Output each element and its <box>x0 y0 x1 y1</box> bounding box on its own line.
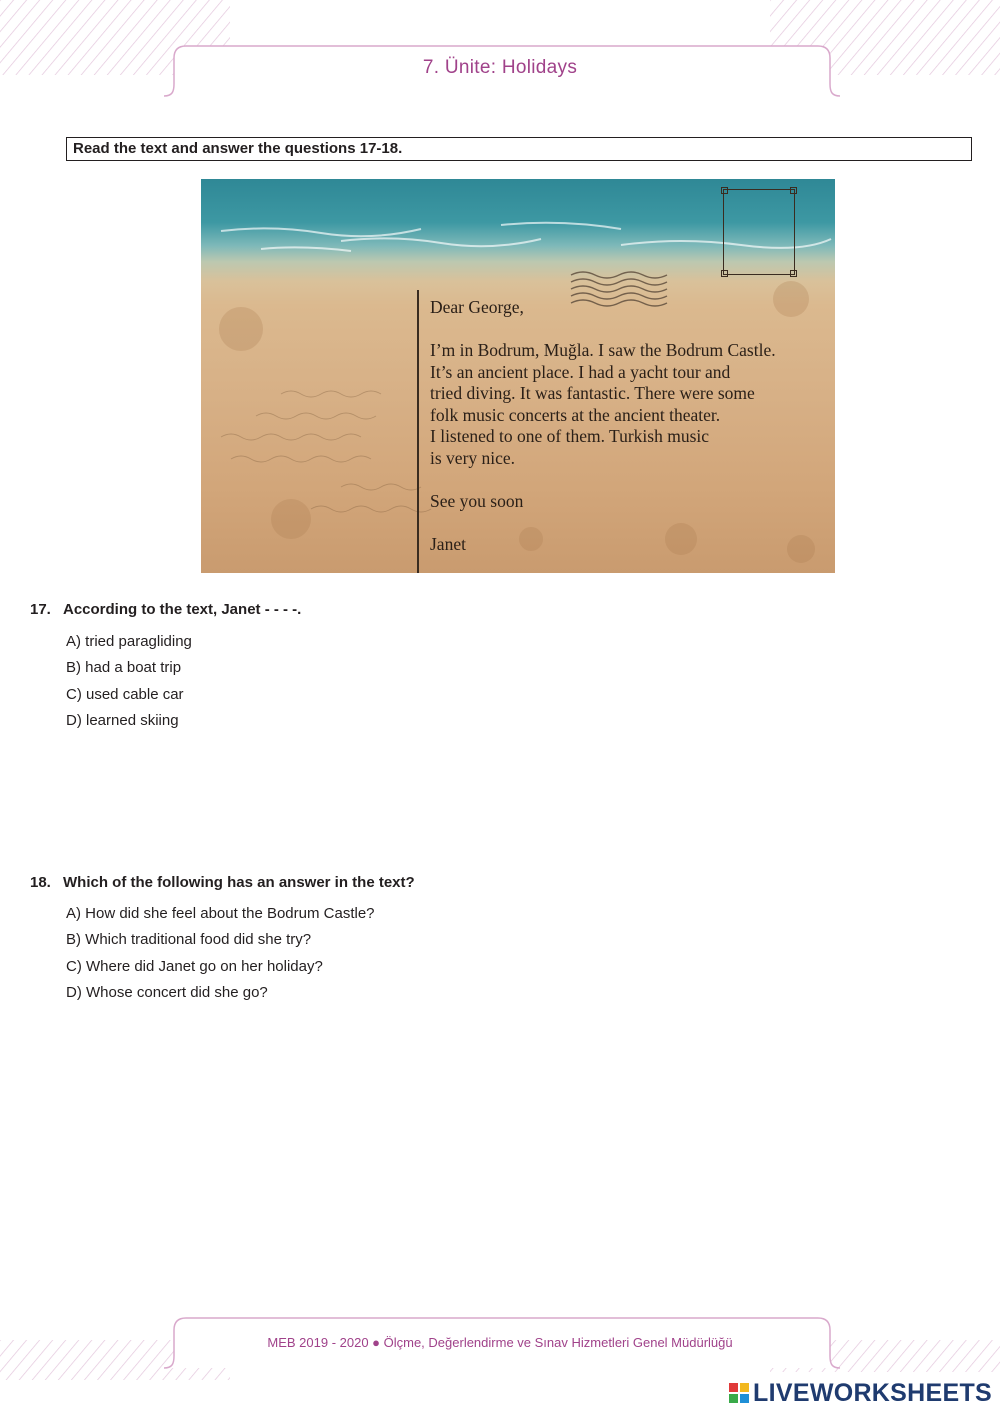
footer-text: MEB 2019 - 2020 ● Ölçme, Değerlendirme ve Sınav Hizmetleri Genel Müdürlüğü <box>267 1335 733 1350</box>
letter-line: folk music concerts at the ancient theater. <box>430 404 721 425</box>
liveworksheets-logo[interactable] <box>729 1378 992 1408</box>
letter-line: See you soon <box>430 490 524 511</box>
question-18-stem <box>30 874 415 891</box>
question-number: 17. <box>30 601 51 618</box>
question-17-option-b[interactable]: B) had a boat trip <box>66 659 182 676</box>
letter-line: tried diving. It was fantastic. There were some <box>430 383 755 403</box>
question-17-option-a[interactable]: A) tried paragliding <box>66 633 192 650</box>
logo-text: LIVEWORKSHEETS <box>753 1378 992 1407</box>
instruction-box: Read the text and answer the questions 17-18. <box>66 137 972 161</box>
question-17-stem <box>30 601 301 618</box>
question-number: 18. <box>30 874 51 891</box>
postcard-image <box>201 179 835 573</box>
letter-line: I listened to one of them. Turkish music <box>430 426 710 446</box>
question-18-option-b[interactable]: B) Which traditional food did she try? <box>66 931 312 948</box>
question-17-option-c[interactable]: C) used cable car <box>66 686 184 703</box>
postcard-divider <box>417 290 419 573</box>
letter-line: is very nice. <box>430 447 516 468</box>
letter-line: It’s an ancient place. I had a yacht tour and <box>430 361 731 382</box>
question-18-option-c[interactable]: C) Where did Janet go on her holiday? <box>66 958 323 975</box>
stamp-box <box>723 189 795 275</box>
page-title: 7. Ünite: Holidays <box>422 57 578 78</box>
letter-line: I’m in Bodrum, Muğla. I saw the Bodrum Castle. <box>430 340 776 360</box>
question-18-option-a[interactable]: A) How did she feel about the Bodrum Castle? <box>66 905 375 922</box>
faded-script-decoration <box>221 391 431 512</box>
letter-line: Dear George, <box>430 297 524 317</box>
question-text: Which of the following has an answer in the text? <box>63 874 415 891</box>
question-17-option-d[interactable]: D) learned skiing <box>66 712 179 729</box>
question-text: According to the text, Janet - - - -. <box>63 601 302 618</box>
postcard-letter <box>430 297 830 555</box>
letter-line: Janet <box>430 533 466 554</box>
question-18-option-d[interactable]: D) Whose concert did she go? <box>66 984 268 1001</box>
logo-squares-icon <box>729 1383 749 1403</box>
